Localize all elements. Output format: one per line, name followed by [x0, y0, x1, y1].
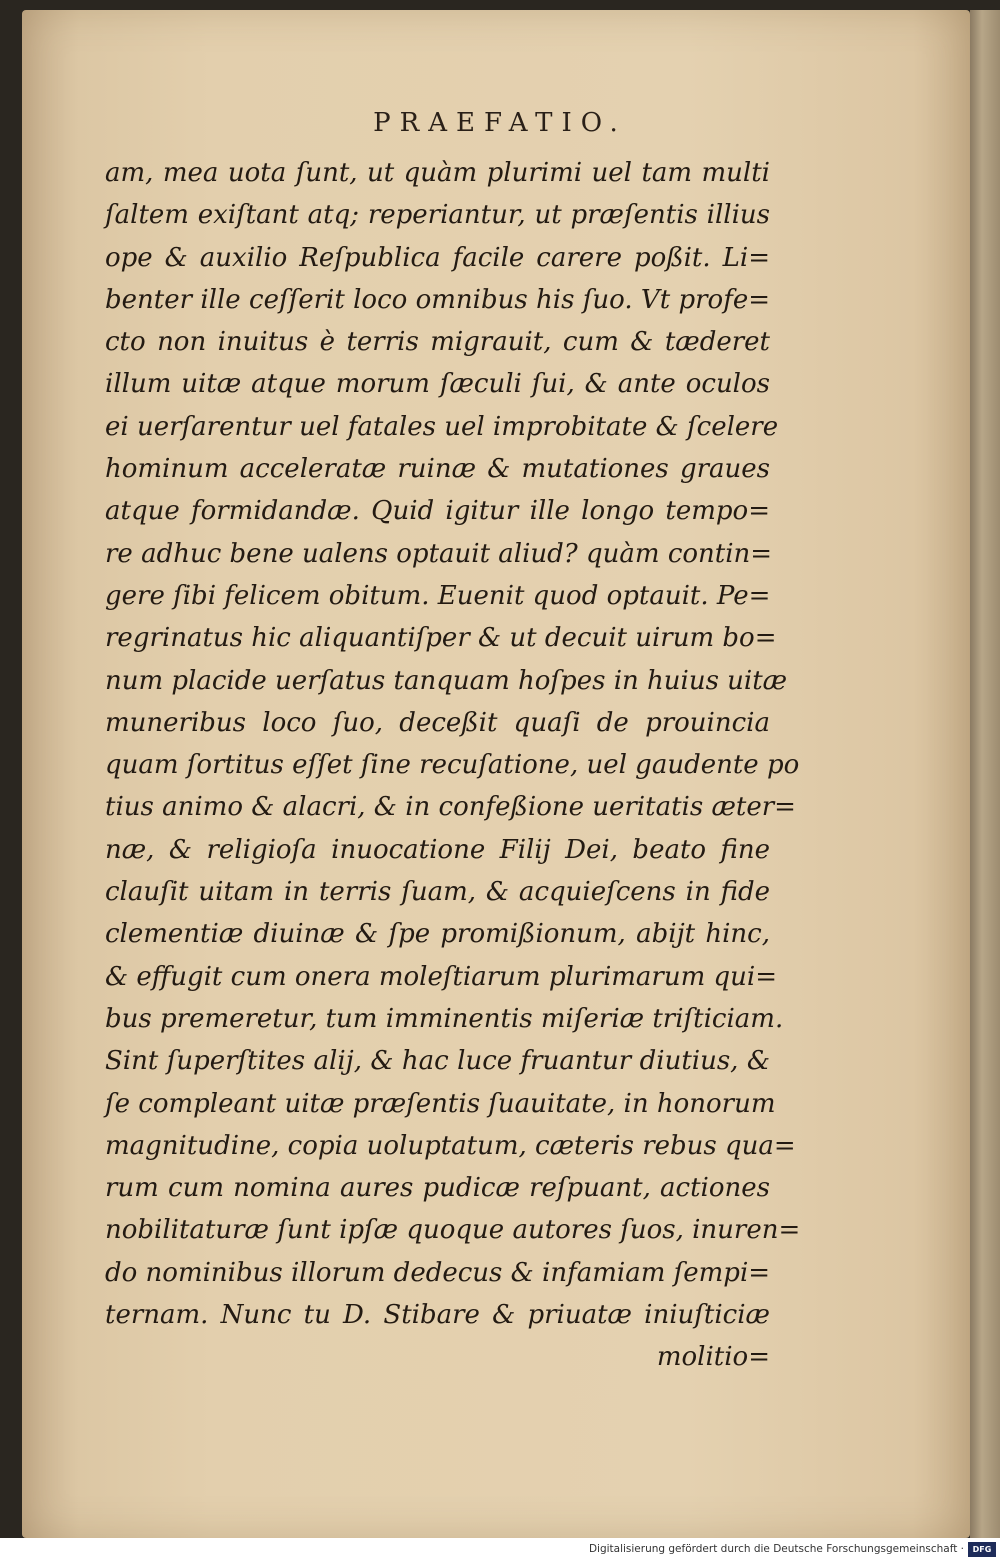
text-line: bus premeretur, tum imminentis miſeriæ triſticiam. — [105, 1003, 784, 1034]
text-line: tius animo & alacri, & in confeßione ueritatis æter= — [105, 792, 796, 823]
text-line: nobilitaturæ ſunt ipſæ quoque autores ſuos, inuren= — [105, 1215, 801, 1246]
page-edge — [970, 10, 1000, 1538]
text-line: Sint ſuperſtites alij, & hac luce fruantur diutius, & — [105, 1046, 770, 1077]
footer-credit: Digitalisierung gefördert durch die Deutsche Forschungsgemeinschaft · — [588, 1543, 964, 1555]
text-line: re adhuc bene ualens optauit aliud? quàm contin= — [105, 538, 773, 569]
text-line: ſaltem exiſtant atq; reperiantur, ut præſentis illius — [105, 200, 770, 231]
text-line: hominum acceleratæ ruinæ & mutationes graues — [105, 454, 770, 485]
text-line: num placide uerſatus tanquam hoſpes in huius uitæ — [105, 665, 788, 696]
digitization-footer — [0, 1538, 1000, 1562]
text-line: benter ille ceſſerit loco omnibus his ſuo. Vt profe= — [105, 284, 770, 315]
text-line: atque formidandæ. Quid igitur ille longo tempo= — [105, 496, 770, 527]
text-line: clauſit uitam in terris ſuam, & acquieſcens in fide — [105, 877, 770, 908]
text-line: cto non inuitus è terris migrauit, cum & tæderet — [105, 327, 770, 358]
text-line: quam ſortitus eſſet ſine recuſatione, uel gaudente po — [105, 750, 800, 781]
body-text — [105, 152, 801, 1379]
catchword-line: molitio= — [656, 1342, 770, 1373]
text-line: rum cum nomina aures pudicæ reſpuant, actiones — [105, 1173, 770, 1204]
text-line: & effugit cum onera moleſtiarum plurimarum qui= — [105, 961, 778, 992]
text-line: ei uerſarentur uel fatales uel improbitate & ſcelere — [105, 411, 779, 442]
text-line: regrinatus hic aliquantiſper & ut decuit uirum bo= — [105, 623, 777, 654]
text-line: ternam. Nunc tu D. Stibare & priuatæ iniuſticiæ — [105, 1300, 770, 1331]
text-line: illum uitæ atque morum ſæculi ſui, & ante oculos — [105, 369, 770, 400]
text-line: am, mea uota ſunt, ut quàm plurimi uel tam multi — [105, 158, 770, 188]
text-line: muneribus loco ſuo, deceßit quaſi de prouincia — [105, 707, 770, 738]
text-line: do nominibus illorum dedecus & infamiam ſempi= — [105, 1257, 771, 1288]
dfg-logo-icon: DFG — [968, 1542, 996, 1557]
text-line: ope & auxilio Reſpublica facile carere poßit. Li= — [105, 242, 770, 273]
text-line: gere ſibi felicem obitum. Euenit quod optauit. Pe= — [105, 580, 771, 611]
text-line: magnitudine, copia uoluptatum, cæteris rebus qua= — [105, 1130, 796, 1161]
text-line: clementiæ diuinæ & ſpe promißionum, abijt hinc, — [105, 919, 770, 950]
running-head: PRAEFATIO. — [373, 108, 627, 138]
text-line: ſe compleant uitæ præſentis ſuauitate, in honorum — [105, 1088, 776, 1119]
text-line: næ, & religioſa inuocatione Filij Dei, beato fine — [105, 834, 770, 865]
